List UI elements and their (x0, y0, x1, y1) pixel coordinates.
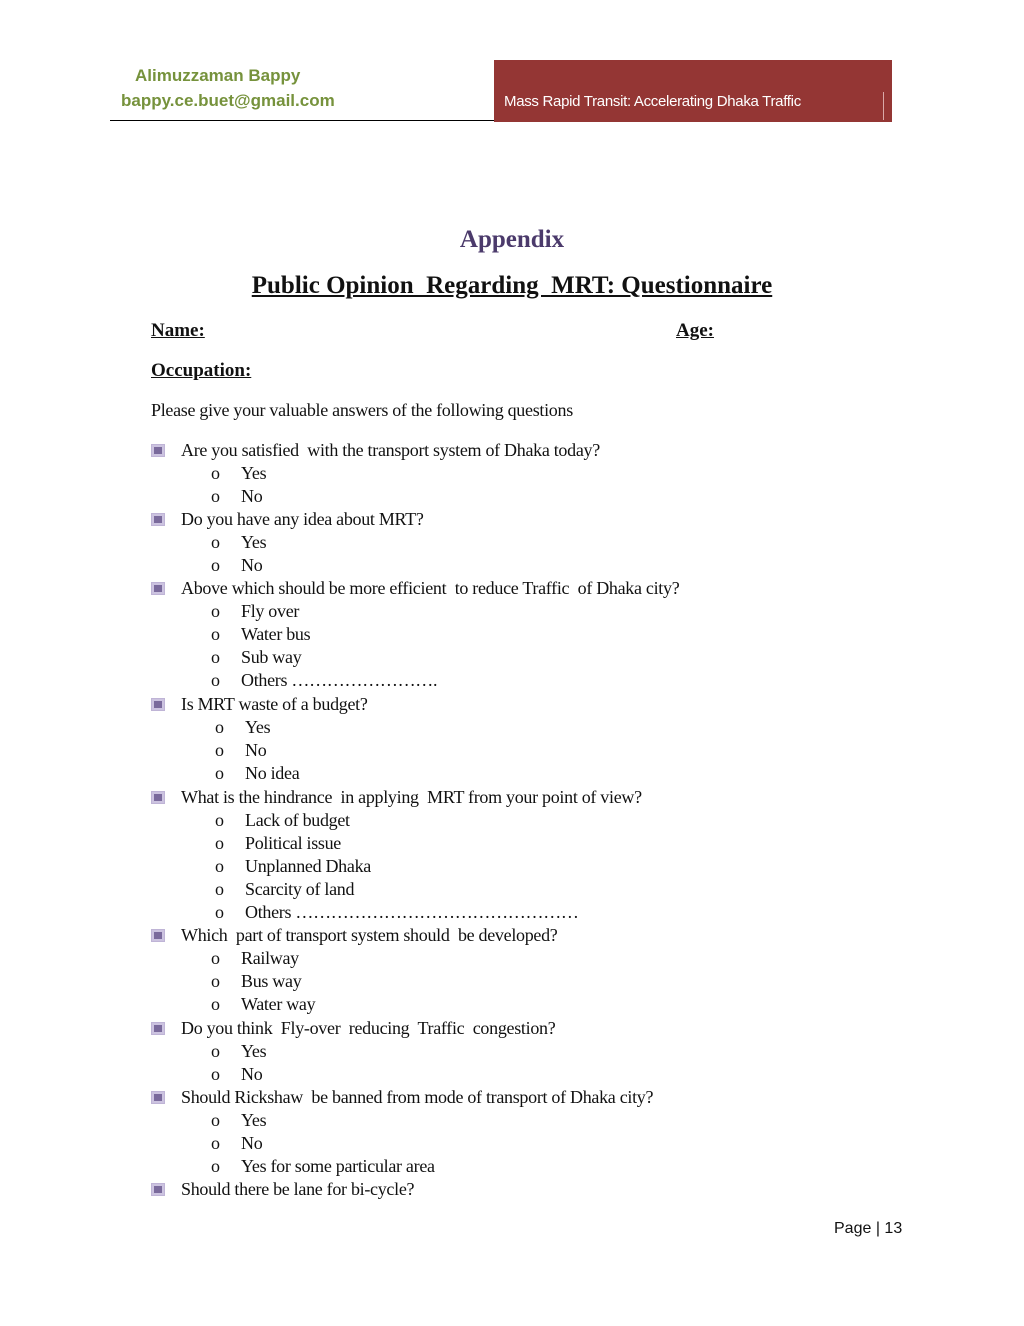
option-bullet: o (211, 994, 220, 1014)
option-text: Political issue (245, 833, 341, 853)
answer-option (211, 1064, 262, 1085)
question-9 (151, 1179, 414, 1200)
option-bullet: o (211, 1041, 220, 1061)
option-text: Yes (241, 1110, 267, 1130)
option-bullet: o (215, 763, 224, 783)
option-text: Yes for some particular area (241, 1156, 435, 1176)
question-7 (151, 1018, 555, 1039)
answer-option (211, 1156, 435, 1177)
answer-option (211, 486, 262, 507)
questionnaire-title: Public Opinion Regarding MRT: Questionnaire (251, 272, 773, 299)
answer-option (211, 601, 299, 622)
option-text: Yes (241, 463, 267, 483)
option-bullet: o (215, 810, 224, 830)
question-text: What is the hindrance in applying MRT from your point of view? (181, 787, 642, 807)
square-bullet-icon (151, 698, 165, 711)
answer-option (211, 971, 301, 992)
option-bullet: o (215, 879, 224, 899)
square-bullet-icon (151, 444, 165, 457)
square-bullet-icon (151, 513, 165, 526)
answer-option (215, 810, 350, 831)
square-bullet-icon (151, 929, 165, 942)
answer-option (215, 717, 270, 738)
square-bullet-icon (151, 1022, 165, 1035)
question-text: Should there be lane for bi-cycle? (181, 1179, 415, 1199)
header-rule (110, 120, 496, 121)
option-bullet: o (211, 1133, 220, 1153)
answer-option (211, 555, 262, 576)
option-bullet: o (211, 601, 220, 621)
option-bullet: o (211, 670, 220, 690)
square-bullet-icon (151, 1091, 165, 1104)
answer-option (211, 1133, 262, 1154)
page-number: Page | 13 (834, 1220, 903, 1237)
question-text: Do you have any idea about MRT? (181, 509, 424, 529)
option-text: Sub way (241, 647, 302, 667)
option-text: No (241, 1064, 263, 1084)
answer-option (215, 879, 354, 900)
option-text: Others ………………………………………… (245, 902, 579, 922)
question-6 (151, 925, 558, 946)
option-bullet: o (215, 856, 224, 876)
question-3 (151, 578, 679, 599)
author-email: bappy.ce.buet@gmail.com (121, 91, 335, 110)
option-text: Water way (241, 994, 316, 1014)
answer-option (215, 763, 299, 784)
option-bullet: o (211, 647, 220, 667)
question-text: Are you satisfied with the transport system of Dhaka today? (181, 440, 600, 460)
square-bullet-icon (151, 1183, 165, 1196)
answer-option (215, 902, 579, 923)
option-text: Water bus (241, 624, 311, 644)
option-bullet: o (215, 717, 224, 737)
option-text: Yes (241, 532, 267, 552)
square-bullet-icon (151, 582, 165, 595)
answer-option (211, 994, 315, 1015)
question-text: Do you think Fly-over reducing Traffic congestion? (181, 1018, 556, 1038)
name-field-label: Name: (151, 320, 205, 341)
option-text: Others ……………………. (241, 670, 438, 690)
question-text: Should Rickshaw be banned from mode of transport of Dhaka city? (181, 1087, 654, 1107)
header-divider (883, 92, 884, 120)
answer-option (211, 1110, 266, 1131)
option-text: No (241, 486, 263, 506)
answer-option (215, 833, 341, 854)
question-1 (151, 440, 600, 461)
header-title-box (494, 60, 892, 122)
answer-option (211, 624, 310, 645)
option-text: No idea (245, 763, 300, 783)
option-bullet: o (211, 555, 220, 575)
square-bullet-icon (151, 791, 165, 804)
option-text: Yes (245, 717, 271, 737)
answer-option (211, 1041, 266, 1062)
answer-option (215, 740, 266, 761)
answer-option (211, 463, 266, 484)
option-text: Railway (241, 948, 299, 968)
option-text: Unplanned Dhaka (245, 856, 371, 876)
option-text: Lack of budget (245, 810, 350, 830)
option-text: Bus way (241, 971, 302, 991)
question-5 (151, 787, 642, 808)
option-bullet: o (215, 740, 224, 760)
option-bullet: o (211, 624, 220, 644)
option-bullet: o (211, 486, 220, 506)
option-bullet: o (211, 1156, 220, 1176)
option-bullet: o (211, 1110, 220, 1130)
option-bullet: o (211, 532, 220, 552)
age-field-label: Age: (676, 320, 714, 341)
option-text: Fly over (241, 601, 300, 621)
question-text: Which part of transport system should be developed? (181, 925, 558, 945)
question-text: Is MRT waste of a budget? (181, 694, 368, 714)
answer-option (211, 647, 301, 668)
question-text: Above which should be more efficient to reduce Traffic of Dhaka city? (181, 578, 680, 598)
answer-option (211, 670, 437, 691)
occupation-field-label: Occupation: (151, 360, 252, 381)
option-text: No (241, 555, 263, 575)
option-text: Yes (241, 1041, 267, 1061)
option-bullet: o (211, 971, 220, 991)
answer-option (211, 948, 299, 969)
header-doc-title: Mass Rapid Transit: Accelerating Dhaka Traffic (504, 93, 801, 110)
option-text: Scarcity of land (245, 879, 355, 899)
author-name: Alimuzzaman Bappy (135, 66, 301, 85)
option-text: No (241, 1133, 263, 1153)
option-bullet: o (211, 463, 220, 483)
answer-option (215, 856, 371, 877)
question-2 (151, 509, 424, 530)
option-bullet: o (211, 948, 220, 968)
question-4 (151, 694, 368, 715)
option-text: No (245, 740, 267, 760)
option-bullet: o (211, 1064, 220, 1084)
answer-option (211, 532, 266, 553)
intro-text: Please give your valuable answers of the following questions (151, 400, 573, 420)
option-bullet: o (215, 902, 224, 922)
option-bullet: o (215, 833, 224, 853)
appendix-heading: Appendix (459, 226, 565, 253)
question-8 (151, 1087, 653, 1108)
